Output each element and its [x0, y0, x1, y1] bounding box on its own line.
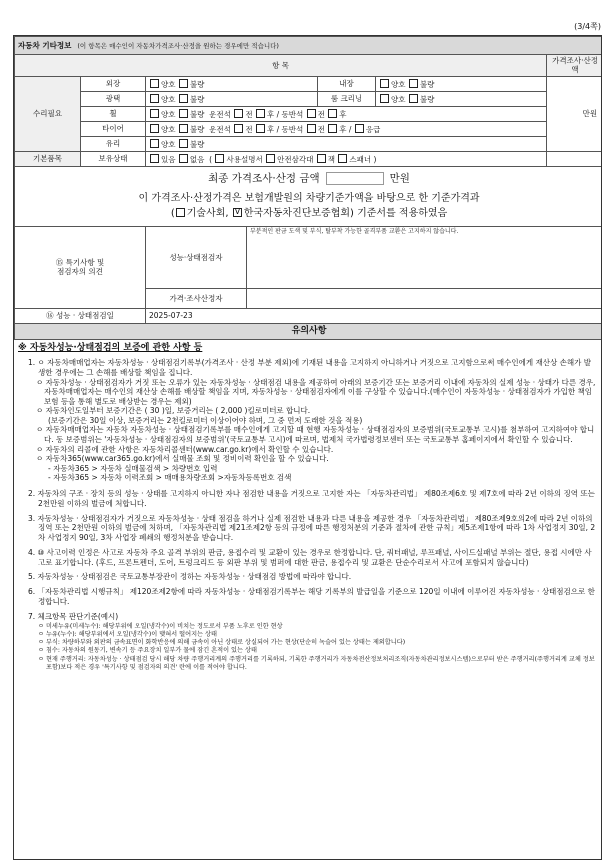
tire-label: 타이어: [81, 121, 146, 136]
wheel-front-checkbox[interactable]: [234, 109, 243, 118]
possession-label: 보유상태: [81, 151, 146, 166]
final-price-input[interactable]: [326, 172, 384, 185]
jack-checkbox[interactable]: [317, 154, 326, 163]
glass-good-checkbox[interactable]: [150, 139, 159, 148]
wheel-pass-rear-checkbox[interactable]: [328, 109, 337, 118]
item-column-header: 항 목: [15, 55, 547, 77]
final-price-label: 최종 가격조사·산정 금액: [208, 172, 320, 185]
notice-sub: ㅇ 자동차인도일부터 보증기간은 ( 30 )일, 보증거리는 ( 2,000 )킬로미터로 합니다.: [36, 406, 311, 416]
wheel-bad-checkbox[interactable]: [179, 109, 188, 118]
gloss-bad-checkbox[interactable]: [179, 94, 188, 103]
notice-item-2: 2. 자동차의 구조 · 장치 등의 성능 · 상태를 고지하지 아니한 자나 점검한 내용을 거짓으로 고지한 자는 「자동차관리법」 제80조제6호 및 제7호에 따라 2년 이하의 징역 또는 2천만원 이하의 벌금에 처합니다.: [28, 489, 595, 508]
glass-label: 유리: [81, 136, 146, 151]
notice-sub: ㅇ 자동차매매업자는 자동차 자동차성능 · 상태점검기록부를 매수인에게 고지할 때 현행 자동차성능 · 상태점검자의 보증범위(국토교통부 고시)를 첨부하여 고지하여야 합니다. 동 보증범위는 '자동차성능 · 상태점검자의 보증범위'(국토교통부 고시)에 따르며, 법제처 국가법령정보센터 또는 국토교통부 홈페이지에서 확인할 수 있습니다.: [36, 425, 595, 445]
room-bad-checkbox[interactable]: [409, 94, 418, 103]
tire-rear-checkbox[interactable]: [256, 124, 265, 133]
notice-sub: - 자동차365 > 자동차 이력조회 > 매매용차량조회 >자동차등록번호 검색: [48, 473, 292, 483]
other-info-table: 자동차 기타정보 (이 항목은 매수인이 자동차가격조사·산정을 원하는 경우에만 적습니다) 항 목 가격조사·산정액 수리필요 외장 양호 불량 내장 양호 불량 만원 광택 양호 불량 룸 크리닝 양호 불량 휠 양호 불량 운전석 전 후 / 동반석 전 후 타이어 양호 불량 운전석 전 후 / 동반석 전 후 / 응급 유리 양호 불량 기본품목 보유상태 있음 없음 ( 사용설명서 안전삼각대 잭 스패너 ) 최종 가격조사·산정 금액 만원 이 가격조사·산정가격은 보험개발원의 차량기준가액을 바탕으로 한 기준가격과 ( 기술사회, V 한국자동차진단보증협회) 기준서를 적용하였음 ⑮ 특기사항 및 점검자의 의견 성능·상태점검자 부분적인 판금 도색 및 부식, 탈부착 가능한 골격부품 교환은 고지하지 않습니다. 가격·조사산정자 ⑯ 성능 · 상태점검일 2025-07-23 유의사항: [14, 36, 602, 340]
notice-sub: ㅇ 자동차365(www.car365.go.kr)에서 실매물 조회 및 정비이력 확인을 할 수 있습니다.: [36, 454, 329, 464]
inspection-date-value: 2025-07-23: [146, 308, 603, 323]
notice-item-3: 3. 자동차성능 · 상태점검자가 거짓으로 자동차성능 · 상태 점검을 하거나 실제 점검한 내용과 다른 내용을 제공한 경우 「자동차관리법」 제80조제9호의2에 따라 2년 이하의 징역 또는 2천만원 이하의 벌금에 처하며, 「자동차관리법 제21조제2항 등의 규정에 따른 행정처분의 기준과 절차에 관한 규칙」제5조제1항에 따라 1차 사업정지 30일, 2차 사업정지 90일, 3차 사업장 폐쇄의 행정처분을 받습니다.: [28, 513, 596, 543]
section-header: [15, 37, 603, 55]
notice-sub: ㅇ 자동차성능 · 상태점검자가 거짓 또는 오류가 있는 자동차성능 · 상태점검 내용을 제공하여 아래의 보증기간 또는 보증거리 이내에 자동차의 실제 성능 · 상태가 다른 경우, 자동차매매업자는 매수인의 재산상 손해를 배상할 책임을 지며, 자동차성능 · 상태점검자에게 이를 구상할 수 있습니다.(매수인이 자동차성능 · 상태점검자가 가입한 책임보험 등을 통해 별도로 배상받는 경우는 제외): [36, 377, 596, 406]
interior-good-checkbox[interactable]: [380, 79, 389, 88]
manual-checkbox[interactable]: [215, 154, 224, 163]
criteria-item: ㅇ 누유(누수): 해당부위에서 오일(냉각수)이 맺혀서 떨어지는 상태: [38, 631, 217, 639]
wheel-label: 휠: [81, 106, 146, 121]
wheel-good-checkbox[interactable]: [150, 109, 159, 118]
interior-bad-checkbox[interactable]: [409, 79, 418, 88]
gloss-good-checkbox[interactable]: [150, 94, 159, 103]
notice-header: 유의사항: [15, 323, 603, 339]
tire-good-checkbox[interactable]: [150, 124, 159, 133]
notice-title: ※ 자동차성능·상태점검의 보증에 관한 사항 등: [18, 342, 203, 353]
document-sheet: [13, 35, 602, 860]
inspector-label: 성능·상태점검자: [146, 226, 247, 288]
exterior-label: 외장: [81, 76, 146, 91]
inspector-opinion-field[interactable]: [247, 226, 603, 288]
tire-bad-checkbox[interactable]: [179, 124, 188, 133]
tire-emergency-checkbox[interactable]: [355, 124, 364, 133]
tire-pass-front-checkbox[interactable]: [307, 124, 316, 133]
room-cleaning-label: 룸 크리닝: [318, 91, 376, 106]
kada-checkbox[interactable]: [233, 208, 242, 217]
wheel-pass-front-checkbox[interactable]: [307, 109, 316, 118]
criteria-item: ㅇ 미세누유(미세누수): 해당부위에 오일(냉각수)이 비치는 정도로서 부품 노후로 인한 현상: [38, 623, 283, 631]
repair-label: 수리필요: [15, 76, 81, 151]
final-price-unit: 만원: [389, 172, 410, 185]
final-price-section: 최종 가격조사·산정 금액 만원 이 가격조사·산정가격은 보험개발원의 차량기준가액을 바탕으로 한 기준가격과 ( 기술사회, V 한국자동차진단보증협회) 기준서를 적용하였음: [15, 166, 603, 226]
room-good-checkbox[interactable]: [380, 94, 389, 103]
opinion-label: ⑮ 특기사항 및 점검자의 의견: [15, 226, 146, 308]
exterior-good-checkbox[interactable]: [150, 79, 159, 88]
notice-section: [14, 340, 601, 672]
notice-item-4: 4. ⑩ 사고이력 인정은 사고로 자동차 주요 골격 부위의 판금, 용접수리 및 교환이 있는 경우로 한정합니다. 단, 쿼터패널, 루프패널, 사이드실패널 부위는 절단, 용접 시에만 사고로 표기합니다. (후드, 프론트펜더, 도어, 트렁크리드 등 외판 부위 및 범퍼에 대한 판금, 용접수리 및 교환은 단순수리로서 사고에 포함되지 않습니다): [28, 547, 592, 567]
notice-sub: - 자동차365 > 자동차 실매물검색 > 차량번호 입력: [48, 463, 218, 473]
criteria-item: ㅇ 부식: 차량하부와 외판의 금속표면이 화학반응에 의해 금속이 아닌 상태로 상실되어 가는 현상(단순히 녹슬어 있는 상태는 제외합니다): [38, 639, 406, 647]
notice-item-5: 5. 자동차성능 · 상태점검은 국토교통부장관이 정하는 자동차성능 · 상태점검 방법에 따라야 합니다.: [28, 572, 352, 582]
tire-pass-rear-checkbox[interactable]: [328, 124, 337, 133]
spanner-checkbox[interactable]: [338, 154, 347, 163]
notice-item-6: 6. 「자동차관리법 시행규칙」 제120조제2항에 따라 자동차성능 · 상태점검기록부는 해당 기록부의 발급일을 기준으로 120일 이내에 이루어진 자동차성능 · 상태점검으로 한정합니다.: [28, 587, 595, 606]
triangle-checkbox[interactable]: [266, 154, 275, 163]
criteria-item: ㅇ 현재 주행거리: 자동차성능 · 상태점검 당시 해당 차량 주행거리계의 주행거리를 기록하되, 기록한 주행거리가 자동차전산정보처리조직(자동차관리정보시스템)으로부터 받은 주행거리(주행거리계 교체 정보 포함)보다 적은 경우 '특기사항 및 점검자의 의견' 란에 이를 적어야 합니다.: [38, 655, 595, 671]
appraiser-label: 가격·조사산정자: [146, 288, 247, 308]
notice-sub: ㅇ 자동차의 리콜에 관한 사항은 자동차리콜센터(www.car.go.kr)에서 확인할 수 있습니다.: [36, 444, 334, 454]
page-number: (3/4쪽): [574, 22, 601, 31]
exterior-bad-checkbox[interactable]: [179, 79, 188, 88]
notice-item-1: 1. ㅇ 자동차매매업자는 자동차성능 · 상태점검기록부(가격조사 · 산정 부분 제외)에 기재된 내용을 고지하지 아니하거나 거짓으로 고지함으로써 매수인에게 재산상 손해가 발생한 경우에는 그 손해를 배상할 책임을 집니다.: [28, 358, 591, 377]
basic-items-label: 기본품목: [15, 151, 81, 166]
notice-item-7: 7. 체크항목 판단기준(예시): [28, 611, 119, 621]
glass-bad-checkbox[interactable]: [179, 139, 188, 148]
criteria-item: ㅇ 침수: 자동차의 원동기, 변속기 등 주요장치 일부가 물에 잠긴 흔적이 있는 상태: [38, 647, 257, 655]
notice-sub: (보증기간은 30일 이상, 보증거리는 2천킬로미터 이상이어야 하며, 그 중 먼저 도래한 것을 적용): [48, 415, 363, 425]
appraiser-opinion-field[interactable]: [247, 288, 603, 308]
inspection-date-label: ⑯ 성능 · 상태점검일: [15, 308, 146, 323]
tech-society-checkbox[interactable]: [176, 208, 185, 217]
price-column-header: 가격조사·산정액: [547, 55, 603, 77]
opinion-hint: 부분적인 판금 도색 및 부식, 탈부착 가능한 골격부품 교환은 고지하지 않습니다.: [250, 227, 459, 235]
has-no-checkbox[interactable]: [179, 154, 188, 163]
interior-label: 내장: [318, 76, 376, 91]
section-note: (이 항목은 매수인이 자동차가격조사·산정을 원하는 경우에만 적습니다): [77, 41, 279, 50]
has-yes-checkbox[interactable]: [150, 154, 159, 163]
wheel-rear-checkbox[interactable]: [256, 109, 265, 118]
gloss-label: 광택: [81, 91, 146, 106]
tire-front-checkbox[interactable]: [234, 124, 243, 133]
section-title: 자동차 기타정보: [18, 40, 72, 50]
repair-price-unit: 만원: [547, 76, 603, 151]
basis-text: 이 가격조사·산정가격은 보험개발원의 차량기준가액을 바탕으로 한 기준가격과: [138, 192, 480, 204]
